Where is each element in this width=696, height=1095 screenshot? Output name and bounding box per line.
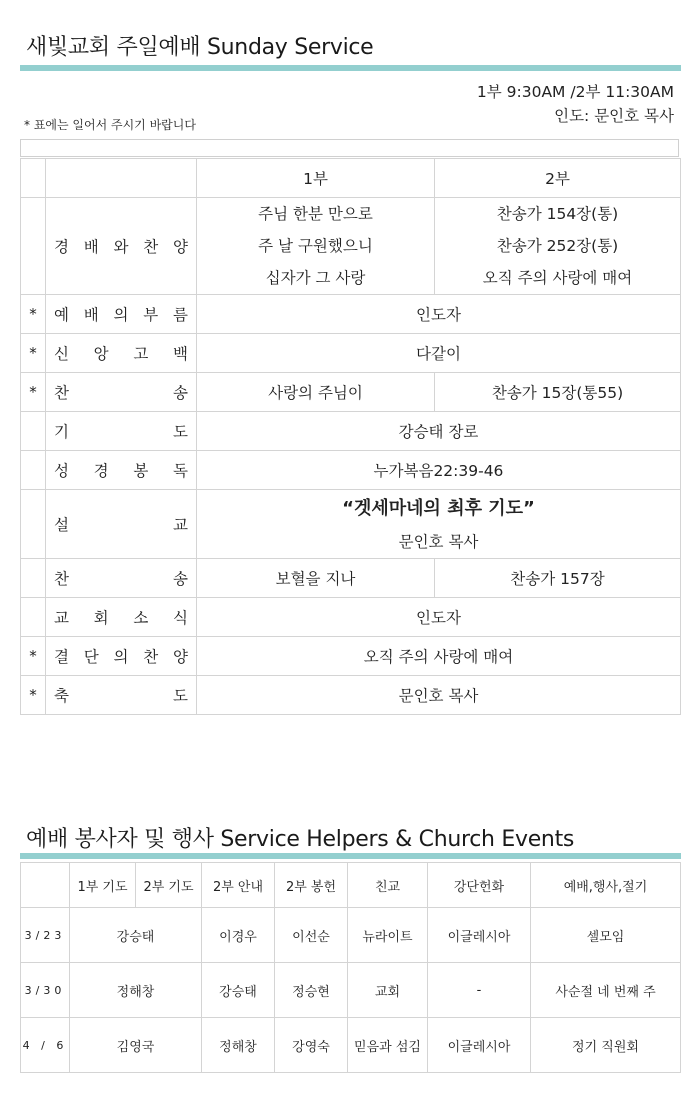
fellowship-cell: 뉴라이트: [348, 908, 428, 963]
star-cell: [21, 451, 46, 490]
label-char: 교: [54, 609, 69, 627]
row-value: 다같이: [197, 334, 681, 373]
label-char: 경: [54, 238, 69, 256]
label-char: 찬: [143, 648, 159, 666]
row-label: [46, 412, 197, 451]
praise-song: 주님 한분 만으로: [258, 205, 373, 223]
label-char: 독: [173, 462, 188, 480]
label-char: 식: [173, 609, 188, 627]
label-char: 배: [83, 306, 99, 324]
praise-song: 찬송가 252장(통): [496, 237, 619, 255]
sermon-row: [21, 490, 681, 559]
row-value: 강승태 장로: [197, 412, 681, 451]
column-header: 1부 기도: [70, 863, 136, 908]
spaced-label: [54, 684, 188, 706]
label-char: 회: [93, 609, 109, 627]
star-cell: [21, 412, 46, 451]
prayer-cell: 김영국: [70, 1018, 202, 1073]
sermon-preacher: 문인호 목사: [398, 533, 479, 551]
service-leader: 인도: 문인호 목사: [554, 107, 674, 125]
label-char: 봉: [133, 462, 149, 480]
spaced-label: [54, 342, 188, 364]
row-value: 인도자: [197, 295, 681, 334]
guide-cell: 강승태: [202, 963, 275, 1018]
service-row: [21, 334, 681, 373]
label-char: 도: [173, 423, 188, 441]
helpers-table: [20, 862, 681, 1073]
prayer-cell: 정해창: [70, 963, 202, 1018]
order-of-service-table: [20, 158, 681, 715]
table-row: [21, 1018, 681, 1073]
spaced-label: [54, 381, 188, 403]
standing-note: * 표에는 일어서 주시기 바랍니다: [24, 118, 196, 132]
event-cell: 사순절 네 번째 주: [531, 963, 681, 1018]
service-row: [21, 295, 681, 334]
service-row: [21, 412, 681, 451]
label-char: 설: [54, 516, 69, 534]
label-char: 축: [54, 687, 69, 705]
label-char: 송: [173, 384, 188, 402]
star-cell: [21, 490, 46, 559]
row-label: [46, 676, 197, 715]
spaced-label: [54, 235, 188, 257]
row-value-first: 보혈을 지나: [197, 559, 435, 598]
event-cell: 정기 직원회: [531, 1018, 681, 1073]
service-row: [21, 559, 681, 598]
row-label: [46, 295, 197, 334]
label-char: 도: [173, 687, 188, 705]
label-char: 신: [54, 345, 69, 363]
spaced-label: [54, 420, 188, 442]
star-cell: [21, 559, 46, 598]
praise-first-service: [197, 198, 435, 295]
column-header: 친교: [348, 863, 428, 908]
label-char: 백: [173, 345, 188, 363]
date-cell: 3/30: [21, 963, 70, 1018]
offering-cell: 정승현: [275, 963, 348, 1018]
column-header: 2부 안내: [202, 863, 275, 908]
spacer-row: [20, 139, 679, 157]
label-char: 고: [133, 345, 149, 363]
fellowship-cell: 믿음과 섬김: [348, 1018, 428, 1073]
row-value: 인도자: [197, 598, 681, 637]
praise-song: 주 날 구원했으니: [258, 237, 373, 255]
star-cell: *: [21, 676, 46, 715]
label-char: 교: [173, 516, 188, 534]
star-cell: *: [21, 373, 46, 412]
spaced-label: [54, 459, 188, 481]
spaced-label: [54, 303, 188, 325]
spaced-label: [54, 513, 188, 535]
prayer-cell: 강승태: [70, 908, 202, 963]
event-cell: 셀모임: [531, 908, 681, 963]
helpers-header-row: [21, 863, 681, 908]
column-header-first: 1부: [197, 159, 435, 198]
sermon-cell: [197, 490, 681, 559]
label-char: 성: [54, 462, 69, 480]
date-cell: 3/23: [21, 908, 70, 963]
label-char: 결: [54, 648, 69, 666]
label-char: 찬: [143, 238, 159, 256]
row-value: 누가복음22:39-46: [197, 451, 681, 490]
star-cell: [21, 598, 46, 637]
guide-cell: 정해창: [202, 1018, 275, 1073]
row-value: 오직 주의 사랑에 매여: [197, 637, 681, 676]
offering-cell: 이선순: [275, 908, 348, 963]
table-row: [21, 908, 681, 963]
column-header: 2부 봉헌: [275, 863, 348, 908]
spaced-label: [54, 606, 188, 628]
service-row: [21, 637, 681, 676]
service-row: [21, 373, 681, 412]
spaced-label: [54, 567, 188, 589]
label-char: 단: [83, 648, 99, 666]
row-label: [46, 637, 197, 676]
label-char: 양: [173, 648, 188, 666]
row-label: [46, 451, 197, 490]
header-star-cell: [21, 159, 46, 198]
guide-cell: 이경우: [202, 908, 275, 963]
row-value-second: 찬송가 157장: [435, 559, 681, 598]
column-header-second: 2부: [435, 159, 681, 198]
sermon-title: “겟세마네의 최후 기도”: [342, 498, 535, 519]
column-header: 예배,행사,절기: [531, 863, 681, 908]
label-char: 름: [173, 306, 188, 324]
title-underline: [20, 65, 681, 71]
service-times: 1부 9:30AM /2부 11:30AM: [476, 83, 674, 101]
service-title: 새빛교회 주일예배 Sunday Service: [26, 35, 374, 60]
offering-cell: 강영숙: [275, 1018, 348, 1073]
label-char: 부: [143, 306, 159, 324]
fellowship-cell: 교회: [348, 963, 428, 1018]
row-value-second: 찬송가 15장(통55): [435, 373, 681, 412]
table-row: [21, 963, 681, 1018]
helpers-title-underline: [20, 853, 681, 859]
row-label: [46, 334, 197, 373]
label-char: 경: [93, 462, 109, 480]
praise-song: 십자가 그 사랑: [265, 269, 366, 287]
praise-song: 찬송가 154장(통): [496, 205, 619, 223]
row-label: [46, 198, 197, 295]
row-label: [46, 373, 197, 412]
flowers-cell: 이글레시아: [428, 908, 531, 963]
helpers-title: 예배 봉사자 및 행사 Service Helpers & Church Events: [26, 827, 575, 852]
label-char: 기: [54, 423, 69, 441]
star-cell: *: [21, 295, 46, 334]
label-char: 송: [173, 570, 188, 588]
label-char: 의: [113, 648, 129, 666]
row-label: [46, 490, 197, 559]
star-cell: [21, 198, 46, 295]
star-cell: *: [21, 637, 46, 676]
date-header-cell: [21, 863, 70, 908]
row-value-first: 사랑의 주님이: [197, 373, 435, 412]
label-char: 와: [113, 238, 129, 256]
star-cell: *: [21, 334, 46, 373]
label-char: 소: [133, 609, 149, 627]
row-label: [46, 559, 197, 598]
flowers-cell: -: [428, 963, 531, 1018]
row-label: [46, 598, 197, 637]
label-char: 예: [54, 306, 69, 324]
header-label-cell: [46, 159, 197, 198]
praise-second-service: [435, 198, 681, 295]
row-value: 문인호 목사: [197, 676, 681, 715]
praise-song: 오직 주의 사랑에 매여: [482, 269, 633, 287]
service-row: [21, 676, 681, 715]
column-header: 2부 기도: [136, 863, 202, 908]
label-char: 찬: [54, 570, 69, 588]
column-header: 강단헌화: [428, 863, 531, 908]
label-char: 찬: [54, 384, 69, 402]
date-cell: 4 / 6: [21, 1018, 70, 1073]
praise-row: [21, 198, 681, 295]
label-char: 의: [113, 306, 129, 324]
flowers-cell: 이글레시아: [428, 1018, 531, 1073]
label-char: 배: [83, 238, 99, 256]
label-char: 양: [173, 238, 188, 256]
service-row: [21, 598, 681, 637]
spaced-label: [54, 645, 188, 667]
label-char: 앙: [93, 345, 109, 363]
service-row: [21, 451, 681, 490]
